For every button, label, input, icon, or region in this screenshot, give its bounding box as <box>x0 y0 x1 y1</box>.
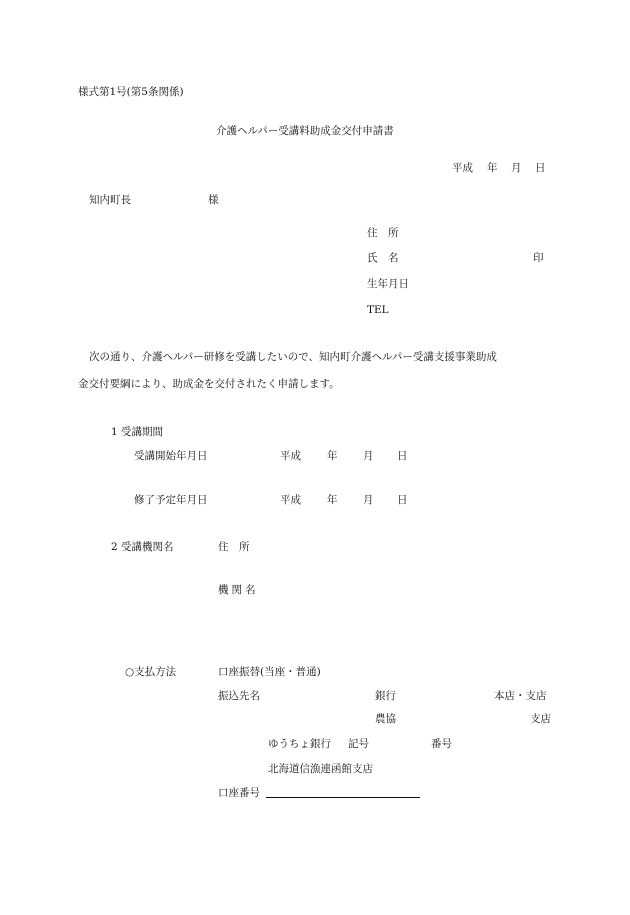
section1-heading: 1 受講期間 <box>111 426 164 438</box>
body-line-1: 次の通り、介護ヘルパー研修を受講したいので、知内町介護ヘルパー受講支援事業助成 <box>89 351 497 363</box>
agri-branch-label: 支店 <box>530 713 551 725</box>
form-number: 様式第1号(第5条関係) <box>78 86 184 98</box>
applicant-name-label: 氏 名 <box>367 252 399 264</box>
yucho-symbol-label: 記号 <box>348 738 369 750</box>
gyoren-branch-label: 北海道信漁連函館支店 <box>268 763 373 775</box>
account-number-line <box>266 797 420 798</box>
bank-label: 銀行 <box>375 690 396 702</box>
account-number-label: 口座番号 <box>218 787 260 799</box>
course-start-day: 日 <box>397 450 408 462</box>
course-end-era: 平成 <box>280 494 301 506</box>
course-end-month: 月 <box>363 494 374 506</box>
applicant-address-label: 住 所 <box>367 227 399 239</box>
yucho-bank-label: ゆうちょ銀行 <box>268 738 331 750</box>
course-end-year: 年 <box>327 494 338 506</box>
payment-method: 口座振替(当座・普通) <box>218 666 321 678</box>
date-year: 年 <box>487 162 498 174</box>
course-start-label: 受講開始年月日 <box>134 450 208 462</box>
section2-heading: 2 受講機関名 <box>111 541 174 553</box>
applicant-tel-label: TEL <box>367 304 389 316</box>
payment-heading: ○支払方法 <box>125 666 177 678</box>
course-start-era: 平成 <box>280 450 301 462</box>
seal-mark: 印 <box>533 252 544 264</box>
addressee-name: 知内町長 <box>89 194 131 206</box>
date-month: 月 <box>511 162 522 174</box>
course-start-month: 月 <box>363 450 374 462</box>
course-end-day: 日 <box>397 494 408 506</box>
addressee-honorific: 様 <box>208 194 219 206</box>
course-start-year: 年 <box>327 450 338 462</box>
date-day: 日 <box>535 162 546 174</box>
institution-address-label: 住 所 <box>218 541 250 553</box>
course-end-label: 修了予定年月日 <box>134 494 208 506</box>
transfer-destination-label: 振込先名 <box>218 690 260 702</box>
date-era: 平成 <box>452 162 473 174</box>
applicant-birthdate-label: 生年月日 <box>367 278 409 290</box>
institution-name-label: 機関名 <box>218 584 259 596</box>
yucho-number-label: 番号 <box>431 738 452 750</box>
agri-coop-label: 農協 <box>375 713 396 725</box>
body-line-2: 金交付要綱により、助成金を交付されたく申請します。 <box>78 378 340 390</box>
branch-options: 本店・支店 <box>494 690 547 702</box>
document-title: 介護ヘルパー受講料助成金交付申請書 <box>216 125 394 137</box>
